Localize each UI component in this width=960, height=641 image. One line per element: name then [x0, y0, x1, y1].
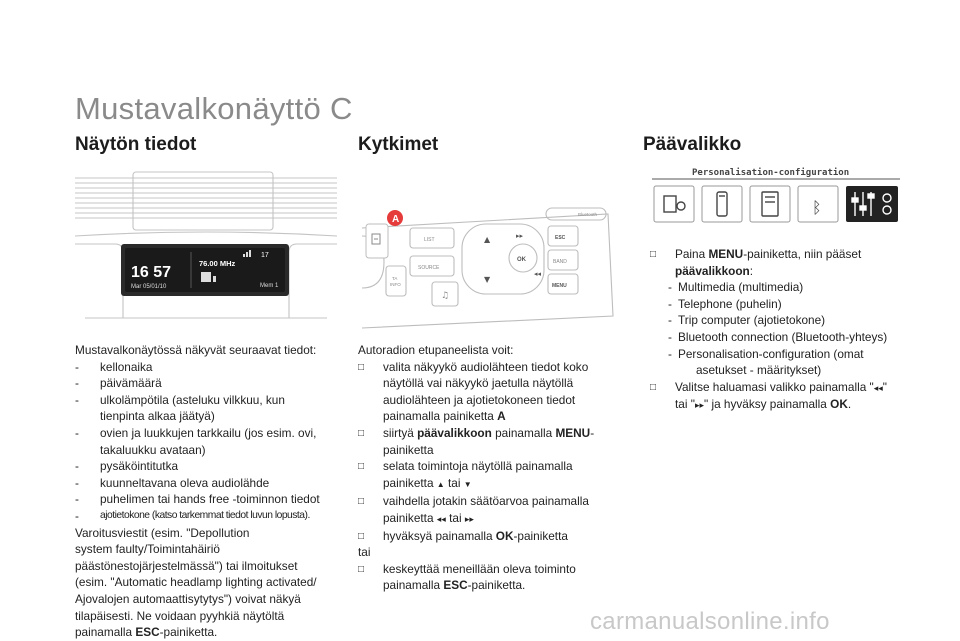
list-item: □ keskeyttää meneillään oleva toiminto painamalla ESC-painiketta.	[358, 561, 576, 593]
intro-text: Mustavalkonäytössä näkyvät seuraavat tiedot:	[75, 343, 317, 357]
checkbox-bullet-icon: □	[358, 563, 365, 575]
left-column-text	[75, 342, 350, 641]
up-arrow-icon: ▲	[436, 479, 445, 489]
warning-line: system faulty/Toimintahäiriö	[75, 542, 220, 557]
band-button[interactable]: BAND	[553, 259, 567, 265]
info-button-label: INFO	[390, 282, 401, 287]
list-item: - kuunneltavana oleva audiolähde	[75, 475, 270, 490]
marker-a-label: A	[392, 214, 400, 225]
main-menu-screen-illustration	[650, 164, 902, 226]
rewind-icon: ◂◂	[436, 513, 446, 524]
fast-forward-icon: ▸▸	[694, 400, 704, 411]
watermark: carmanualsonline.info	[590, 608, 830, 635]
warning-line: Varoitusviestit (esim. "Depollution	[75, 525, 250, 540]
right-column-text	[650, 246, 910, 414]
down-arrow-icon: ▼	[463, 479, 472, 489]
up-arrow-icon[interactable]: ▲	[484, 235, 491, 244]
middle-column-text	[358, 342, 628, 594]
menu-screen-header: Personalisation-configuration	[692, 168, 850, 178]
ta-button-label[interactable]: TA	[392, 276, 398, 281]
list-item: - ovien ja luukkujen tarkkailu (jos esim. ovi, takaluukku avataan)	[75, 425, 317, 457]
warning-line: painamalla ESC-painiketta.	[75, 625, 218, 640]
bluetooth-label: Bluetooth	[578, 212, 598, 217]
warning-line: (esim. "Automatic headlamp lighting activated/	[75, 575, 317, 590]
list-item: - ulkolämpötila (asteluku vilkkuu, kun tienpinta alkaa jäätyä)	[75, 392, 285, 424]
warning-line: päästönestojärjestelmässä") tai ilmoitukset	[75, 558, 298, 573]
memory-readout: Mem 1	[260, 283, 279, 289]
date-readout: Mar 05/01/10	[131, 284, 167, 290]
section-heading-main-menu: Päävalikko	[643, 134, 742, 155]
section-heading-display-info: Näytön tiedot	[75, 134, 197, 155]
checkbox-bullet-icon: □	[650, 249, 657, 260]
fast-forward-icon: ▸▸	[464, 513, 474, 524]
intro-text: Autoradion etupaneelista voit:	[358, 343, 514, 357]
list-item: - pysäköintitutka	[75, 459, 179, 474]
list-item: - Trip computer (ajotietokone)	[668, 313, 826, 328]
list-item: - puhelimen tai hands free -toiminnon tiedot	[75, 492, 320, 507]
dashboard-display-illustration	[75, 168, 337, 330]
menu-button[interactable]: MENU	[552, 283, 567, 289]
warning-line: tilapäisesti. Ne voidaan pyyhkiä näytöltä	[75, 608, 285, 623]
list-item: - Multimedia (multimedia)	[668, 280, 804, 295]
list-item: - päivämäärä	[75, 376, 162, 391]
list-button-label[interactable]: LIST	[424, 237, 435, 243]
list-item: - ajotietokone (katso tarkemmat tiedot luvun lopusta).	[75, 508, 310, 523]
or-text: tai	[358, 545, 371, 560]
warning-line: Ajovalojen automaattisytytys") voivat näkyä	[75, 591, 301, 606]
source-button-label[interactable]: SOURCE	[418, 265, 440, 271]
checkbox-bullet-icon: □	[358, 361, 365, 373]
list-item: □ valita näkyykö audiolähteen tiedot koko näytöllä vai näkyykö jaetulla näytöllä audiolähteen ja ajotietokoneen tiedot painamalla painiketta A	[358, 359, 589, 424]
list-item: - Telephone (puhelin)	[668, 296, 782, 311]
checkbox-bullet-icon: □	[358, 461, 365, 473]
temperature-readout: 17	[261, 252, 269, 259]
checkbox-bullet-icon: □	[358, 496, 365, 508]
list-item: - Personalisation-configuration (omat asetukset - määritykset)	[668, 346, 864, 378]
frequency-readout: 76.00 MHz	[199, 259, 236, 268]
checkbox-bullet-icon: □	[358, 427, 365, 439]
rewind-icon: ◂◂	[873, 382, 883, 393]
bluetooth-icon[interactable]: ᛒ	[812, 198, 822, 217]
esc-button[interactable]: ESC	[555, 235, 566, 241]
music-note-icon[interactable]: ♫	[441, 291, 450, 301]
list-item: □ selata toimintoja näytöllä painamalla painiketta ▲ tai ▼	[358, 459, 573, 490]
list-item: - kellonaika	[75, 359, 153, 374]
page-title: Mustavalkonäyttö C	[75, 91, 353, 126]
checkbox-bullet-icon: □	[650, 381, 657, 393]
list-item: □ vaihdella jotakin säätöarvoa painamalla painiketta ◂◂ tai ▸▸	[358, 494, 589, 525]
fast-forward-icon[interactable]: ▸▸	[516, 232, 524, 240]
section-heading-controls: Kytkimet	[358, 134, 439, 155]
control-panel-illustration	[358, 206, 618, 330]
rewind-icon[interactable]: ◂◂	[534, 270, 542, 278]
checkbox-bullet-icon: □	[358, 530, 365, 542]
down-arrow-icon[interactable]: ▼	[484, 275, 491, 284]
ok-button[interactable]: OK	[517, 257, 526, 263]
list-item: □ siirtyä päävalikkoon painamalla MENU- painiketta	[358, 425, 595, 457]
list-item: □ hyväksyä painamalla OK-painiketta	[358, 528, 628, 545]
list-item: □ Paina MENU-painiketta, niin pääset päävalikkoon:	[650, 247, 862, 278]
list-item: □ Valitse haluamasi valikko painamalla "◂◂" tai "▸▸" ja hyväksy painamalla OK.	[650, 379, 887, 412]
list-item: - Bluetooth connection (Bluetooth-yhteys)	[668, 329, 888, 344]
clock-readout: 16 57	[131, 264, 172, 281]
